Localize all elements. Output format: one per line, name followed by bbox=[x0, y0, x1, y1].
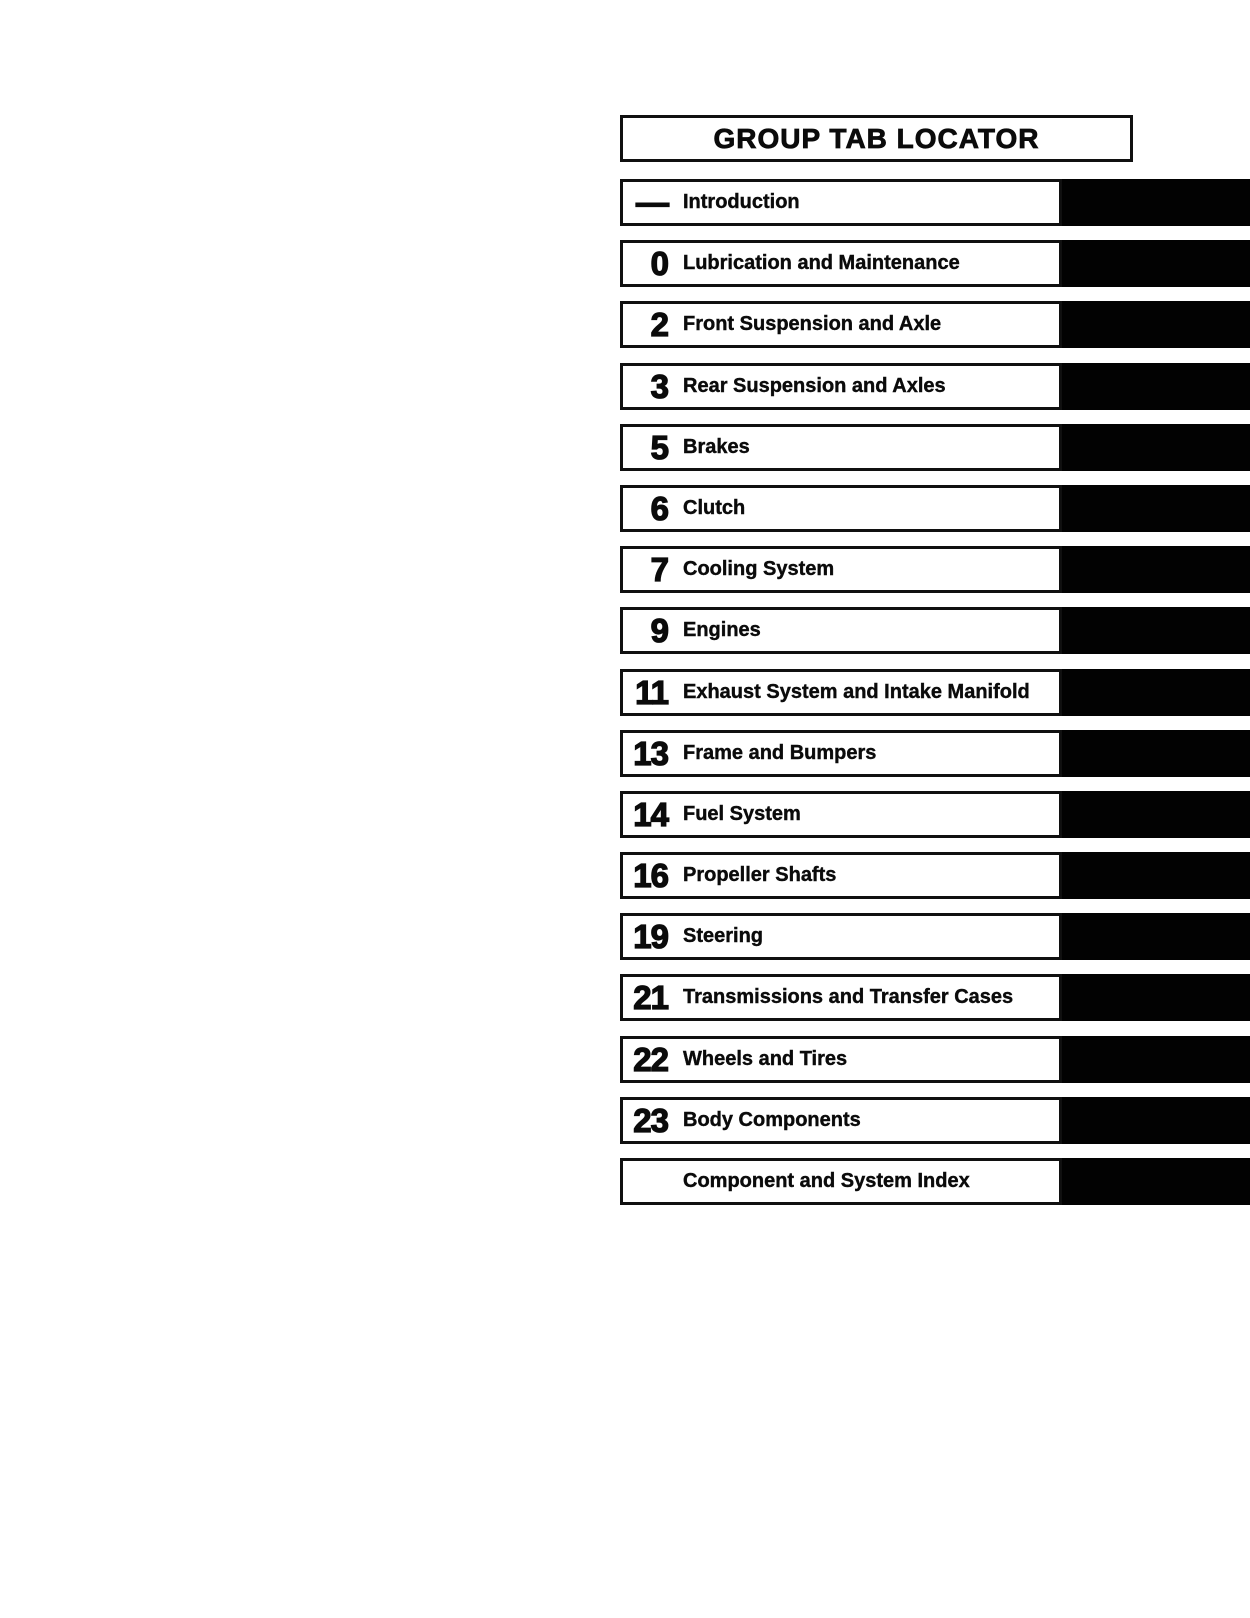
group-tab-marker bbox=[1062, 363, 1250, 410]
group-number: 23 bbox=[633, 1101, 668, 1139]
group-number: 9 bbox=[650, 612, 668, 650]
group-tab-row bbox=[620, 852, 1250, 899]
group-label: Exhaust System and Intake Manifold bbox=[683, 680, 1030, 703]
group-tab-marker bbox=[1062, 485, 1250, 532]
group-number: 21 bbox=[633, 979, 668, 1017]
group-number: 2 bbox=[650, 306, 668, 344]
group-tab-marker bbox=[1062, 974, 1250, 1021]
group-tab-row bbox=[620, 546, 1250, 593]
group-tab-row bbox=[620, 301, 1250, 348]
group-label: Fuel System bbox=[683, 802, 801, 825]
group-tab-row bbox=[620, 791, 1250, 838]
group-label: Propeller Shafts bbox=[683, 864, 837, 887]
group-tab-marker bbox=[1062, 240, 1250, 287]
group-tab-row bbox=[620, 363, 1250, 410]
group-label-box bbox=[620, 669, 1062, 716]
group-number: 3 bbox=[650, 367, 668, 405]
group-label-box bbox=[620, 607, 1062, 654]
group-tab-marker bbox=[1062, 301, 1250, 348]
group-tab-row bbox=[620, 669, 1250, 716]
group-number: 6 bbox=[650, 489, 668, 527]
group-label-box bbox=[620, 240, 1062, 287]
group-tab-row bbox=[620, 240, 1250, 287]
group-tab-marker bbox=[1062, 791, 1250, 838]
group-number: 14 bbox=[633, 795, 668, 833]
group-tab-row bbox=[620, 485, 1250, 532]
group-tab-marker bbox=[1062, 179, 1250, 226]
group-tab-marker bbox=[1062, 424, 1250, 471]
group-label-box bbox=[620, 546, 1062, 593]
group-label-box bbox=[620, 485, 1062, 532]
group-number: 19 bbox=[633, 918, 668, 956]
group-tab-locator-header bbox=[620, 115, 1133, 162]
group-label: Front Suspension and Axle bbox=[683, 313, 942, 336]
group-tab-marker bbox=[1062, 546, 1250, 593]
group-label: Frame and Bumpers bbox=[683, 741, 877, 764]
group-number: 7 bbox=[650, 551, 668, 589]
group-label-box bbox=[620, 1097, 1062, 1144]
group-label: Introduction bbox=[683, 191, 800, 213]
group-tab-list bbox=[620, 179, 1250, 1205]
group-label: Cooling System bbox=[683, 558, 835, 581]
group-label-box bbox=[620, 1158, 1062, 1205]
group-label: Body Components bbox=[683, 1108, 861, 1131]
group-tab-marker bbox=[1062, 852, 1250, 899]
group-tab-marker bbox=[1062, 913, 1250, 960]
group-label: Wheels and Tires bbox=[683, 1047, 848, 1070]
group-label-box bbox=[620, 913, 1062, 960]
group-tab-marker bbox=[1062, 1036, 1250, 1083]
group-label-box bbox=[620, 424, 1062, 471]
group-label-box bbox=[620, 791, 1062, 838]
group-number: 11 bbox=[635, 673, 668, 711]
group-label: Lubrication and Maintenance bbox=[683, 252, 960, 275]
group-number: 22 bbox=[633, 1040, 668, 1078]
group-tab-marker bbox=[1062, 669, 1250, 716]
group-tab-marker bbox=[1062, 1158, 1250, 1205]
group-label-box bbox=[620, 852, 1062, 899]
group-tab-row bbox=[620, 974, 1250, 1021]
group-label-box bbox=[620, 363, 1062, 410]
group-tab-row bbox=[620, 730, 1250, 777]
group-label: Steering bbox=[683, 925, 764, 948]
group-number: 13 bbox=[633, 734, 668, 772]
group-label-box bbox=[620, 730, 1062, 777]
group-tab-row bbox=[620, 1158, 1250, 1205]
group-label: Rear Suspension and Axles bbox=[683, 374, 946, 397]
group-label-box bbox=[620, 301, 1062, 348]
group-tab-row bbox=[620, 913, 1250, 960]
group-label: Engines bbox=[683, 619, 761, 642]
group-tab-marker bbox=[1062, 607, 1250, 654]
group-label-box bbox=[620, 179, 1062, 226]
group-tab-marker bbox=[1062, 730, 1250, 777]
group-number: 0 bbox=[650, 245, 668, 283]
group-tab-row bbox=[620, 424, 1250, 471]
page-title: GROUP TAB LOCATOR bbox=[713, 122, 1040, 154]
group-number: 5 bbox=[650, 428, 668, 466]
group-label: Brakes bbox=[683, 435, 750, 458]
group-label: Component and System Index bbox=[683, 1170, 970, 1192]
group-number: — bbox=[636, 184, 668, 221]
group-label: Clutch bbox=[683, 496, 746, 519]
group-tab-row bbox=[620, 179, 1250, 226]
group-tab-row bbox=[620, 1036, 1250, 1083]
group-label-box bbox=[620, 1036, 1062, 1083]
group-label-box bbox=[620, 974, 1062, 1021]
group-tab-row bbox=[620, 607, 1250, 654]
group-tab-marker bbox=[1062, 1097, 1250, 1144]
group-number: 16 bbox=[633, 857, 668, 895]
group-tab-row bbox=[620, 1097, 1250, 1144]
group-label: Transmissions and Transfer Cases bbox=[683, 986, 1014, 1009]
